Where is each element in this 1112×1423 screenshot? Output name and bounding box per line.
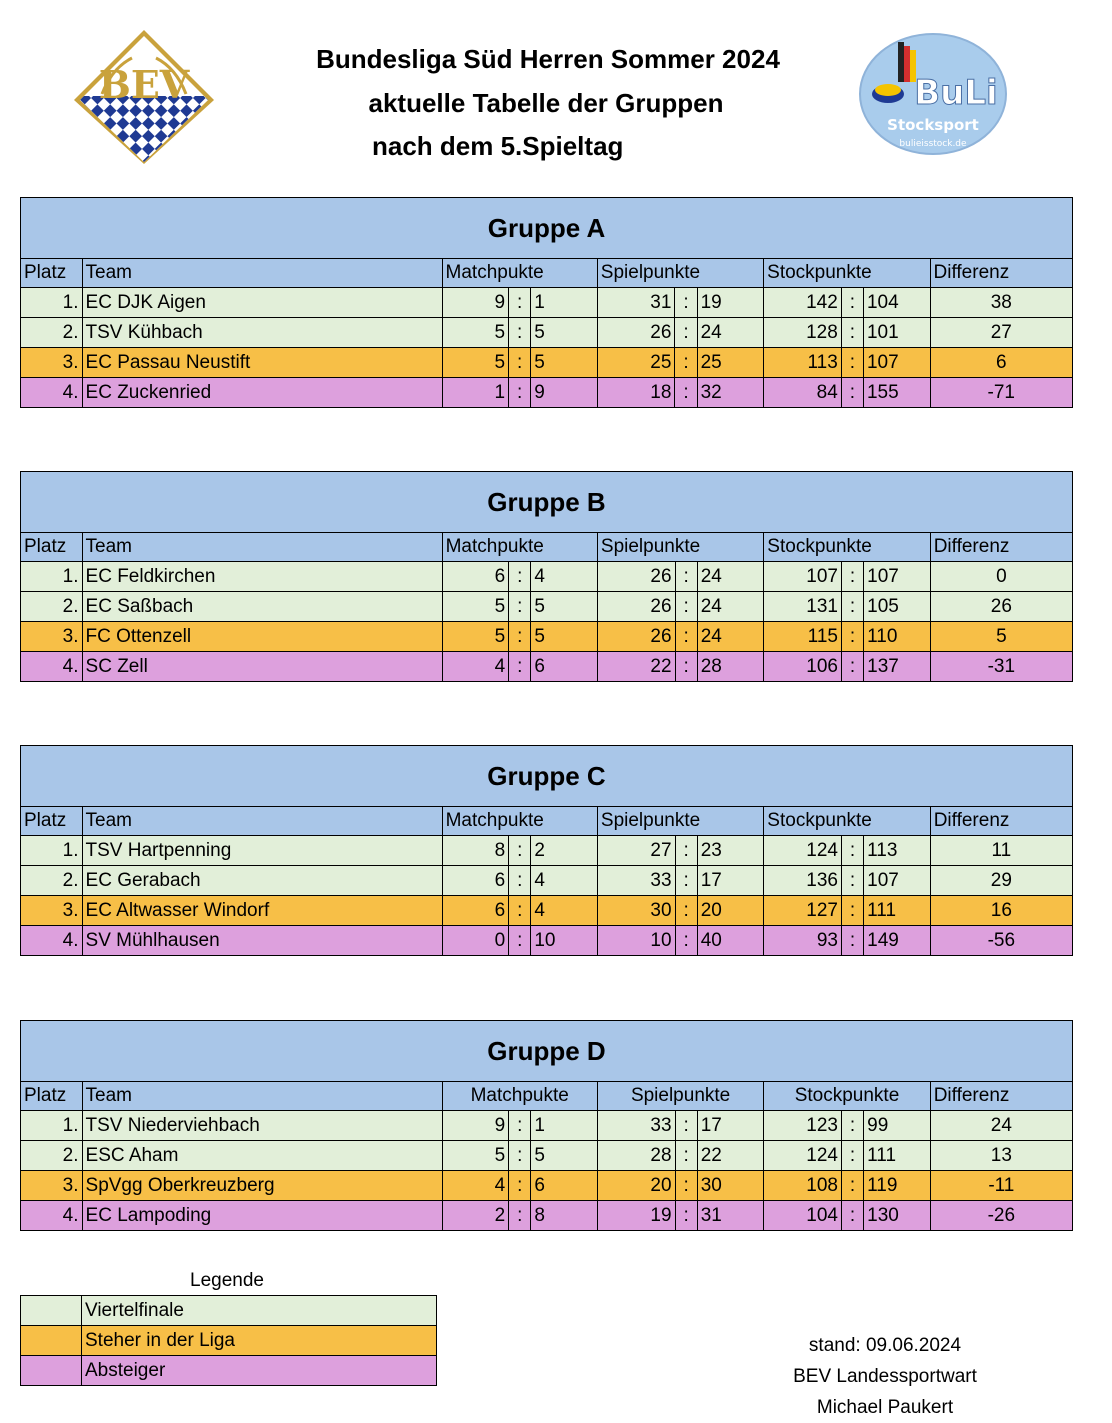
header-stockpunkte: Stockpunkte: [764, 1082, 930, 1111]
platz-cell: 3.: [21, 896, 83, 926]
table-header-row: [21, 1082, 1073, 1111]
spielpunkte-for: 26: [597, 562, 675, 592]
header-platz: Platz: [21, 259, 83, 288]
header-stockpunkte: Stockpunkte: [764, 259, 930, 288]
separator: :: [509, 288, 531, 318]
legend-label: Steher in der Liga: [82, 1326, 437, 1356]
separator: :: [675, 836, 697, 866]
spielpunkte-against: 24: [697, 592, 764, 622]
matchpunkte-against: 5: [531, 1141, 598, 1171]
stockpunkte-against: 119: [864, 1171, 931, 1201]
differenz-cell: -26: [930, 1201, 1072, 1231]
separator: :: [509, 836, 531, 866]
stockpunkte-for: 104: [764, 1201, 842, 1231]
stockpunkte-for: 84: [764, 378, 842, 408]
page-subtitle: aktuelle Tabelle der Gruppen: [368, 88, 724, 118]
separator: :: [841, 1171, 863, 1201]
platz-cell: 3.: [21, 622, 83, 652]
legend-swatch: [21, 1296, 82, 1326]
table-row: [21, 926, 1073, 956]
matchpunkte-against: 5: [531, 622, 598, 652]
separator: :: [509, 622, 531, 652]
separator: :: [509, 348, 531, 378]
stockpunkte-against: 105: [864, 592, 931, 622]
spielpunkte-for: 31: [597, 288, 675, 318]
legend-swatch: [21, 1356, 82, 1386]
separator: :: [675, 562, 697, 592]
stockpunkte-for: 93: [764, 926, 842, 956]
matchpunkte-against: 8: [531, 1201, 598, 1231]
platz-cell: 2.: [21, 592, 83, 622]
separator: :: [841, 318, 863, 348]
spielpunkte-for: 10: [597, 926, 675, 956]
separator: :: [509, 926, 531, 956]
table-row: [21, 652, 1073, 682]
footer: [760, 1330, 1010, 1423]
separator: :: [675, 1141, 697, 1171]
differenz-cell: 29: [930, 866, 1072, 896]
spielpunkte-for: 33: [597, 866, 675, 896]
group-table-b: [20, 471, 1073, 682]
spielpunkte-against: 17: [697, 1111, 764, 1141]
separator: :: [509, 1201, 531, 1231]
platz-cell: 4.: [21, 652, 83, 682]
header-matchpunkte: Matchpukte: [442, 1082, 597, 1111]
table-header-row: [21, 807, 1073, 836]
legend-row-viertelfinale: [21, 1296, 437, 1326]
separator: :: [841, 562, 863, 592]
matchpunkte-against: 4: [531, 896, 598, 926]
matchpunkte-against: 5: [531, 318, 598, 348]
matchpunkte-for: 9: [442, 1111, 509, 1141]
team-cell: EC Lampoding: [82, 1201, 442, 1231]
separator: :: [841, 926, 863, 956]
differenz-cell: 26: [930, 592, 1072, 622]
table-row: [21, 1201, 1073, 1231]
differenz-cell: 16: [930, 896, 1072, 926]
differenz-cell: -31: [930, 652, 1072, 682]
separator: :: [509, 1141, 531, 1171]
buli-logo-icon: [858, 32, 1008, 156]
table-row: [21, 1141, 1073, 1171]
matchpunkte-against: 5: [531, 592, 598, 622]
matchpunkte-for: 5: [442, 318, 509, 348]
spielpunkte-against: 19: [697, 288, 764, 318]
stockpunkte-against: 101: [863, 318, 930, 348]
table-row: [21, 896, 1073, 926]
matchpunkte-against: 4: [531, 866, 598, 896]
header-spielpunkte: Spielpunkte: [597, 533, 763, 562]
matchpunkte-against: 1: [531, 1111, 598, 1141]
team-cell: SpVgg Oberkreuzberg: [82, 1171, 442, 1201]
header-differenz: Differenz: [930, 1082, 1072, 1111]
spielpunkte-for: 27: [597, 836, 675, 866]
spielpunkte-against: 17: [697, 866, 764, 896]
separator: :: [841, 896, 863, 926]
separator: :: [675, 1111, 697, 1141]
platz-cell: 3.: [21, 1171, 83, 1201]
header-stockpunkte: Stockpunkte: [764, 807, 930, 836]
separator: :: [841, 348, 863, 378]
table-row: [21, 378, 1073, 408]
matchpunkte-against: 6: [531, 1171, 598, 1201]
spielpunkte-against: 28: [697, 652, 764, 682]
header-stockpunkte: Stockpunkte: [764, 533, 930, 562]
team-cell: EC Altwasser Windorf: [82, 896, 442, 926]
spielpunkte-against: 25: [697, 348, 764, 378]
separator: :: [509, 318, 531, 348]
team-cell: EC Zuckenried: [82, 378, 442, 408]
separator: :: [509, 1171, 531, 1201]
table-header-row: [21, 259, 1073, 288]
stockpunkte-for: 124: [764, 1141, 842, 1171]
header-team: Team: [82, 259, 442, 288]
separator: :: [675, 926, 697, 956]
platz-cell: 3.: [21, 348, 83, 378]
legend-swatch: [21, 1326, 82, 1356]
differenz-cell: 27: [930, 318, 1072, 348]
platz-cell: 1.: [21, 836, 83, 866]
stockpunkte-against: 137: [864, 652, 931, 682]
stockpunkte-for: 124: [764, 836, 842, 866]
platz-cell: 2.: [21, 1141, 83, 1171]
matchpunkte-for: 4: [442, 1171, 509, 1201]
platz-cell: 1.: [21, 1111, 83, 1141]
team-cell: TSV Hartpenning: [82, 836, 442, 866]
matchpunkte-for: 6: [442, 562, 509, 592]
footer-date: stand: 09.06.2024: [808, 1335, 962, 1356]
spielpunkte-against: 30: [697, 1171, 764, 1201]
legend-label: Absteiger: [82, 1356, 437, 1386]
differenz-cell: 13: [930, 1141, 1072, 1171]
page-title: Bundesliga Süd Herren Sommer 2024: [316, 44, 780, 74]
separator: :: [675, 1171, 697, 1201]
group-title: Gruppe D: [21, 1021, 1073, 1082]
spielpunkte-against: 24: [697, 622, 764, 652]
header-team: Team: [82, 533, 442, 562]
differenz-cell: 6: [930, 348, 1072, 378]
spielpunkte-against: 23: [697, 836, 764, 866]
differenz-cell: -11: [930, 1171, 1072, 1201]
team-cell: EC DJK Aigen: [82, 288, 442, 318]
stockpunkte-against: 104: [863, 288, 930, 318]
matchpunkte-for: 5: [442, 622, 509, 652]
team-cell: ESC Aham: [82, 1141, 442, 1171]
team-cell: SV Mühlhausen: [82, 926, 442, 956]
differenz-cell: 11: [930, 836, 1072, 866]
spielpunkte-for: 22: [597, 652, 675, 682]
team-cell: EC Feldkirchen: [82, 562, 442, 592]
separator: :: [841, 592, 863, 622]
table-row: [21, 592, 1073, 622]
footer-name: Michael Paukert: [816, 1397, 954, 1418]
legend-table: [20, 1295, 437, 1386]
group-title: Gruppe A: [21, 198, 1073, 259]
matchpunkte-against: 6: [531, 652, 598, 682]
legend-row-absteiger: [21, 1356, 437, 1386]
stockpunkte-against: 111: [864, 896, 931, 926]
separator: :: [675, 592, 697, 622]
stockpunkte-against: 107: [864, 866, 931, 896]
separator: :: [675, 378, 697, 408]
spielpunkte-for: 33: [597, 1111, 675, 1141]
team-cell: SC Zell: [82, 652, 442, 682]
separator: :: [675, 288, 697, 318]
platz-cell: 1.: [21, 562, 83, 592]
differenz-cell: 38: [930, 288, 1072, 318]
table-row: [21, 622, 1073, 652]
header-spielpunkte: Spielpunkte: [597, 1082, 763, 1111]
differenz-cell: 0: [930, 562, 1072, 592]
platz-cell: 2.: [21, 318, 83, 348]
stockpunkte-for: 113: [764, 348, 842, 378]
stockpunkte-for: 106: [764, 652, 842, 682]
stockpunkte-against: 130: [864, 1201, 931, 1231]
separator: :: [675, 348, 697, 378]
separator: :: [675, 318, 697, 348]
differenz-cell: 24: [930, 1111, 1072, 1141]
table-row: [21, 288, 1073, 318]
separator: :: [841, 1141, 863, 1171]
svg-text:bulieisstock.de: bulieisstock.de: [899, 139, 967, 149]
separator: :: [509, 896, 531, 926]
separator: :: [841, 1201, 863, 1231]
matchpunkte-for: 8: [442, 836, 509, 866]
header-team: Team: [82, 1082, 442, 1111]
spielpunkte-for: 26: [597, 592, 675, 622]
spielpunkte-against: 24: [697, 318, 764, 348]
separator: :: [675, 896, 697, 926]
matchpunkte-for: 4: [442, 652, 509, 682]
separator: :: [841, 288, 863, 318]
platz-cell: 4.: [21, 378, 83, 408]
table-row: [21, 836, 1073, 866]
matchpunkte-against: 9: [531, 378, 598, 408]
separator: :: [509, 866, 531, 896]
header-matchpunkte: Matchpukte: [442, 533, 597, 562]
separator: :: [509, 378, 531, 408]
svg-text:Stocksport: Stocksport: [887, 116, 979, 134]
spielpunkte-for: 20: [597, 1171, 675, 1201]
stockpunkte-for: 142: [764, 288, 842, 318]
matchpunkte-for: 1: [442, 378, 509, 408]
group-title: Gruppe B: [21, 472, 1073, 533]
table-row: [21, 348, 1073, 378]
header-platz: Platz: [21, 1082, 83, 1111]
stockpunkte-for: 128: [764, 318, 842, 348]
legend-row-steher: [21, 1326, 437, 1356]
stockpunkte-for: 131: [764, 592, 842, 622]
matchpunkte-for: 0: [442, 926, 509, 956]
group-title: Gruppe C: [21, 746, 1073, 807]
spielpunkte-for: 26: [597, 318, 675, 348]
platz-cell: 1.: [21, 288, 83, 318]
legend-title: Legende: [190, 1270, 264, 1291]
stockpunkte-for: 115: [764, 622, 842, 652]
separator: :: [509, 652, 531, 682]
separator: :: [841, 836, 863, 866]
stockpunkte-for: 136: [764, 866, 842, 896]
header-platz: Platz: [21, 807, 83, 836]
group-table-a: [20, 197, 1073, 408]
separator: :: [841, 866, 863, 896]
table-header-row: [21, 533, 1073, 562]
stockpunkte-against: 149: [864, 926, 931, 956]
header-matchpunkte: Matchpukte: [442, 807, 597, 836]
legend-label: Viertelfinale: [82, 1296, 437, 1326]
spielpunkte-against: 20: [697, 896, 764, 926]
separator: :: [675, 1201, 697, 1231]
matchpunkte-for: 6: [442, 866, 509, 896]
footer-role: BEV Landessportwart: [793, 1366, 977, 1387]
spielpunkte-for: 18: [597, 378, 675, 408]
matchpunkte-against: 2: [531, 836, 598, 866]
matchpunkte-for: 5: [442, 592, 509, 622]
stockpunkte-for: 123: [764, 1111, 842, 1141]
stockpunkte-against: 155: [863, 378, 930, 408]
team-cell: TSV Niederviehbach: [82, 1111, 442, 1141]
platz-cell: 4.: [21, 926, 83, 956]
separator: :: [841, 378, 863, 408]
matchpunkte-for: 5: [442, 348, 509, 378]
stockpunkte-against: 111: [864, 1141, 931, 1171]
matchpunkte-against: 1: [531, 288, 598, 318]
stockpunkte-against: 107: [864, 562, 931, 592]
separator: :: [509, 562, 531, 592]
differenz-cell: -56: [930, 926, 1072, 956]
team-cell: EC Passau Neustift: [82, 348, 442, 378]
separator: :: [509, 592, 531, 622]
spielpunkte-against: 40: [697, 926, 764, 956]
stockpunkte-against: 113: [864, 836, 931, 866]
stockpunkte-against: 110: [864, 622, 931, 652]
team-cell: EC Gerabach: [82, 866, 442, 896]
team-cell: EC Saßbach: [82, 592, 442, 622]
differenz-cell: -71: [930, 378, 1072, 408]
group-table-d: [20, 1020, 1073, 1231]
separator: :: [675, 652, 697, 682]
matchpunkte-for: 6: [442, 896, 509, 926]
spielpunkte-for: 28: [597, 1141, 675, 1171]
spielpunkte-against: 32: [697, 378, 764, 408]
svg-text:BEV: BEV: [98, 62, 190, 107]
separator: :: [841, 652, 863, 682]
separator: :: [509, 1111, 531, 1141]
stockpunkte-against: 99: [864, 1111, 931, 1141]
separator: :: [675, 866, 697, 896]
platz-cell: 4.: [21, 1201, 83, 1231]
differenz-cell: 5: [930, 622, 1072, 652]
stockpunkte-for: 108: [764, 1171, 842, 1201]
header-spielpunkte: Spielpunkte: [597, 807, 763, 836]
spielpunkte-for: 26: [597, 622, 675, 652]
header-differenz: Differenz: [930, 533, 1072, 562]
stockpunkte-against: 107: [863, 348, 930, 378]
spielpunkte-against: 22: [697, 1141, 764, 1171]
matchpunkte-for: 5: [442, 1141, 509, 1171]
group-table-c: [20, 745, 1073, 956]
platz-cell: 2.: [21, 866, 83, 896]
page-subtitle-matchday: nach dem 5.Spieltag: [372, 131, 624, 161]
spielpunkte-for: 30: [597, 896, 675, 926]
spielpunkte-for: 25: [597, 348, 675, 378]
header-differenz: Differenz: [930, 259, 1072, 288]
matchpunkte-against: 4: [531, 562, 598, 592]
stockpunkte-for: 107: [764, 562, 842, 592]
matchpunkte-for: 2: [442, 1201, 509, 1231]
spielpunkte-for: 19: [597, 1201, 675, 1231]
svg-text:BuLi: BuLi: [914, 73, 998, 113]
stockpunkte-for: 127: [764, 896, 842, 926]
header-team: Team: [82, 807, 442, 836]
header-platz: Platz: [21, 533, 83, 562]
table-row: [21, 866, 1073, 896]
spielpunkte-against: 31: [697, 1201, 764, 1231]
table-row: [21, 318, 1073, 348]
team-cell: FC Ottenzell: [82, 622, 442, 652]
header-matchpunkte: Matchpukte: [442, 259, 597, 288]
team-cell: TSV Kühbach: [82, 318, 442, 348]
spielpunkte-against: 24: [697, 562, 764, 592]
table-row: [21, 1171, 1073, 1201]
matchpunkte-against: 5: [531, 348, 598, 378]
header-spielpunkte: Spielpunkte: [597, 259, 763, 288]
table-row: [21, 1111, 1073, 1141]
bev-logo-icon: [72, 28, 216, 166]
header-differenz: Differenz: [930, 807, 1072, 836]
matchpunkte-against: 10: [531, 926, 598, 956]
separator: :: [841, 622, 863, 652]
separator: :: [675, 622, 697, 652]
table-row: [21, 562, 1073, 592]
separator: :: [841, 1111, 863, 1141]
matchpunkte-for: 9: [442, 288, 509, 318]
